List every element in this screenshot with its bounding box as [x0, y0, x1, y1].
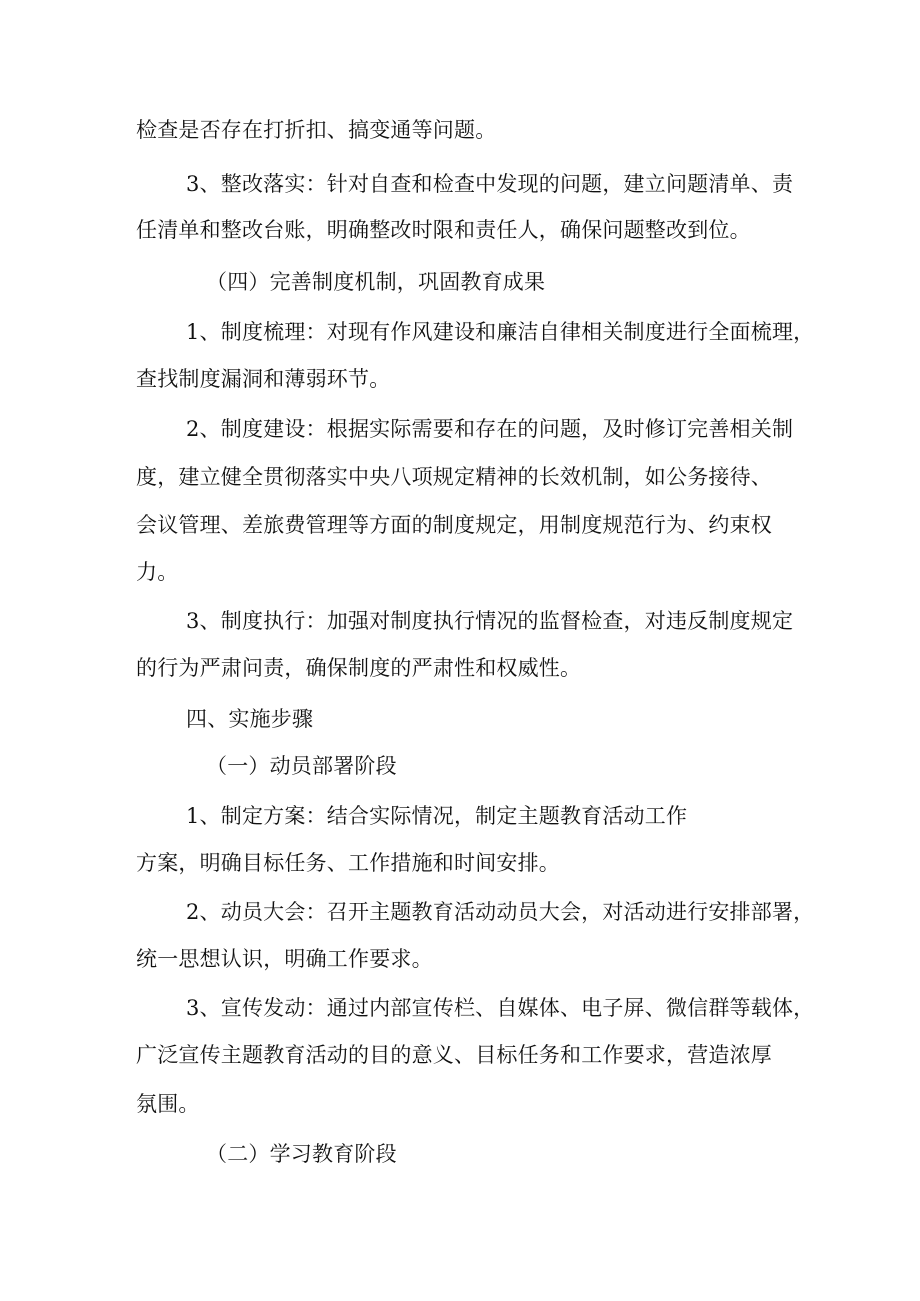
section-heading-4: （四）完善制度机制，巩固教育成果: [206, 270, 546, 294]
list-item-publicity: 3、宣传发动：通过内部宣传栏、自媒体、电子屏、微信群等载体，: [186, 996, 815, 1020]
list-item-system-review: 1、制度梳理：对现有作风建设和廉洁自律相关制度进行全面梳理，: [186, 320, 815, 344]
body-text-line: 的行为严肃问责，确保制度的严肃性和权威性。: [136, 656, 582, 680]
body-text-line: 检查是否存在打折扣、搞变通等问题。: [136, 118, 497, 142]
body-text-line: 会议管理、差旅费管理等方面的制度规定，用制度规范行为、约束权: [136, 513, 772, 537]
body-text-line: 氛围。: [136, 1092, 200, 1116]
body-text-line: 查找制度漏洞和薄弱环节。: [136, 367, 391, 391]
body-text-line: 度，建立健全贯彻落实中央八项规定精神的长效机制，如公务接待、: [136, 465, 772, 489]
section-heading-implementation: 四、实施步骤: [186, 707, 314, 731]
subsection-heading-2: （二）学习教育阶段: [206, 1142, 397, 1166]
body-text-line: 力。: [136, 560, 179, 584]
body-text-line: 广泛宣传主题教育活动的目的意义、目标任务和工作要求，营造浓厚: [136, 1043, 772, 1067]
list-item-system-execution: 3、制度执行：加强对制度执行情况的监督检查，对违反制度规定: [186, 609, 794, 633]
list-item-rectification: 3、整改落实：针对自查和检查中发现的问题，建立问题清单、责: [186, 172, 794, 196]
body-text-line: 任清单和整改台账，明确整改时限和责任人，确保问题整改到位。: [136, 218, 751, 242]
list-item-mobilization: 2、动员大会：召开主题教育活动动员大会，对活动进行安排部署，: [186, 900, 815, 924]
body-text-line: 统一思想认识，明确工作要求。: [136, 947, 433, 971]
list-item-system-building: 2、制度建设：根据实际需要和存在的问题，及时修订完善相关制: [186, 417, 794, 441]
subsection-heading-1: （一）动员部署阶段: [206, 754, 397, 778]
list-item-plan: 1、制定方案：结合实际情况，制定主题教育活动工作: [186, 804, 688, 828]
body-text-line: 方案，明确目标任务、工作措施和时间安排。: [136, 851, 560, 875]
